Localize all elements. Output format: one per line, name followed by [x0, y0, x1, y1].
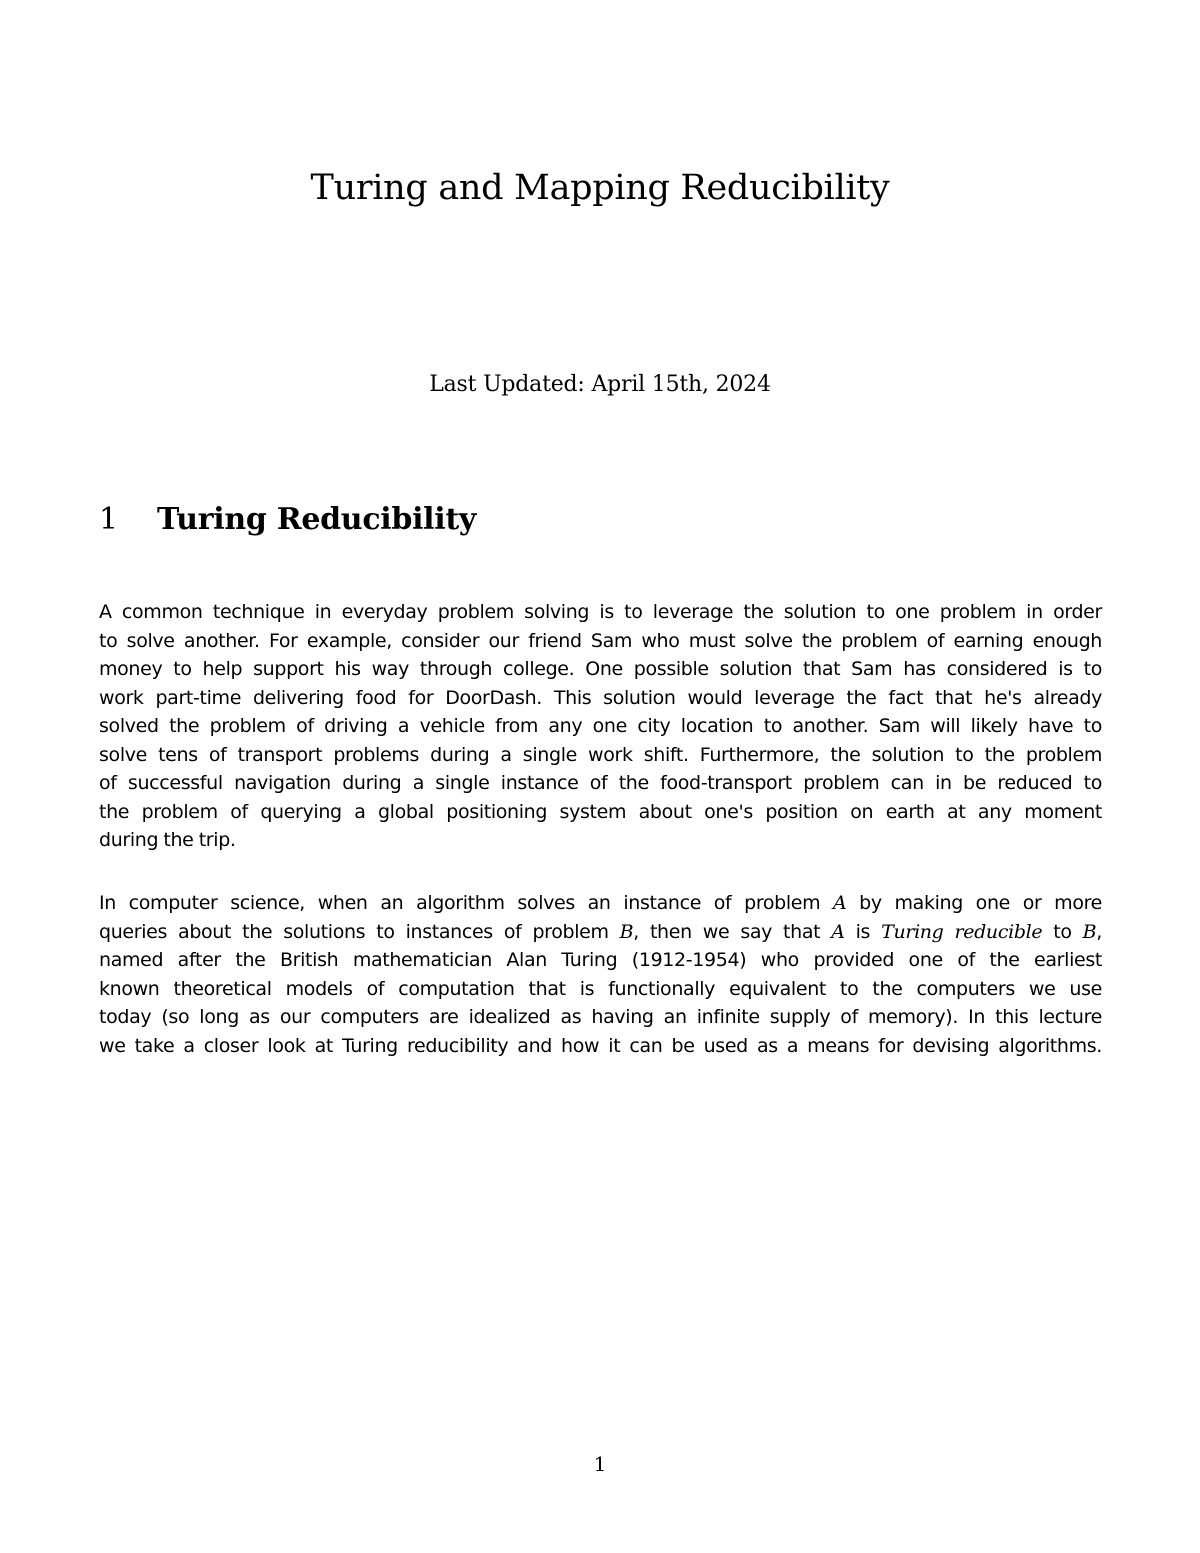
paragraph-line: known theoretical models of computation that is functionally equivalent to the computers we use — [99, 977, 1102, 1000]
text-run: is — [844, 920, 882, 943]
math-variable-b: B — [1082, 920, 1097, 943]
last-updated-date: Last Updated: April 15th, 2024 — [429, 372, 771, 397]
paragraph-line: work part-time delivering food for DoorDash. This solution would leverage the fact that he's already — [99, 686, 1102, 709]
paragraph-line: the problem of querying a global positioning system about one's position on earth at any moment — [99, 800, 1102, 823]
math-variable-b: B — [619, 920, 634, 943]
paragraph-line: solve tens of transport problems during a single work shift. Furthermore, the solution to the problem — [99, 743, 1102, 766]
paragraph-line: to solve another. For example, consider our friend Sam who must solve the problem of earning enough — [99, 629, 1102, 652]
paragraph-line — [99, 889, 1102, 918]
paragraph-line — [99, 918, 1102, 947]
math-variable-a: A — [833, 892, 847, 914]
text-run: , — [1096, 920, 1102, 943]
paragraph-line: during the trip. — [99, 829, 236, 851]
paragraph-line: A common technique in everyday problem solving is to leverage the solution to one problem in order — [99, 601, 1102, 623]
paragraph-line: of successful navigation during a single instance of the food-transport problem can in be reduced to — [99, 772, 1102, 794]
paragraph-line: named after the British mathematician Alan Turing (1912-1954) who provided one of the earliest — [99, 949, 1102, 971]
paragraph-line: today (so long as our computers are idealized as having an infinite supply of memory). In this lecture — [99, 1006, 1102, 1028]
document-title: Turing and Mapping Reducibility — [310, 168, 890, 208]
defined-term: Turing reducible — [881, 920, 1043, 943]
paragraph-turing-definition — [99, 889, 1102, 1060]
paragraph-everyday-example — [99, 598, 1102, 855]
paragraph-line: solved the problem of driving a vehicle from any one city location to another. Sam will likely have to — [99, 715, 1102, 737]
text-run: In computer science, when an algorithm solves an instance of problem — [99, 892, 834, 914]
section-heading — [99, 502, 476, 537]
text-run: to — [1042, 920, 1083, 943]
section-number: 1 — [99, 502, 119, 537]
paragraph-line: money to help support his way through college. One possible solution that Sam has considered is to — [99, 658, 1102, 680]
text-run: queries about the solutions to instances of problem — [99, 920, 620, 943]
math-variable-a: A — [831, 920, 845, 943]
page-number: 1 — [593, 1452, 607, 1476]
section-title: Turing Reducibility — [157, 502, 477, 537]
text-run: by making one or more — [846, 892, 1102, 914]
paragraph-line: we take a closer look at Turing reducibility and how it can be used as a means for devising algorithms. — [99, 1034, 1102, 1057]
text-run: , then we say that — [633, 920, 832, 943]
